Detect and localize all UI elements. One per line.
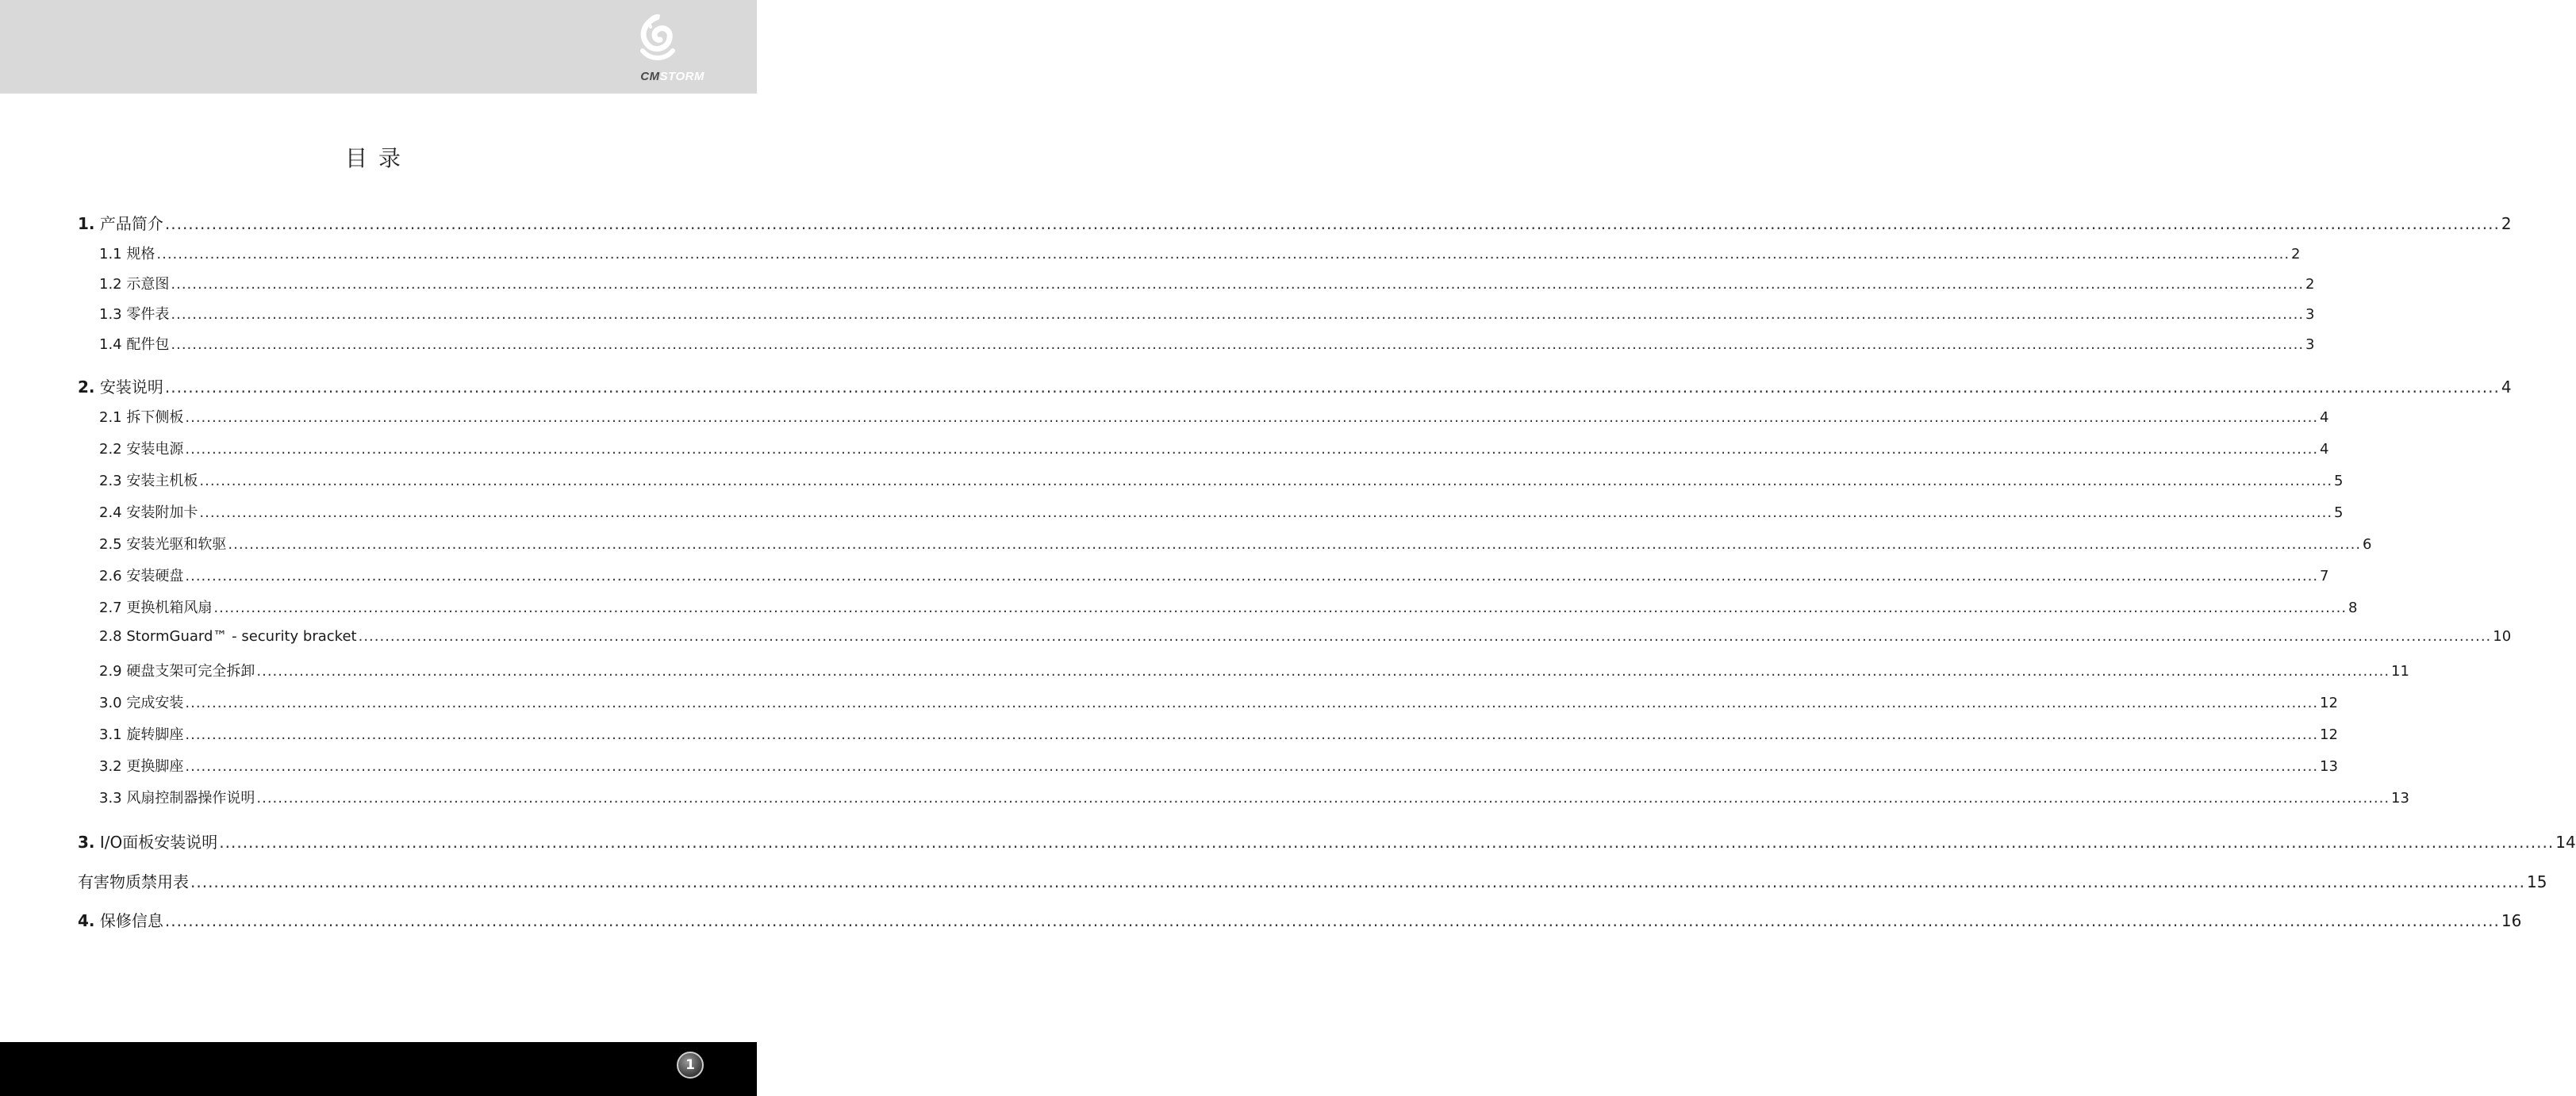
toc-entry[interactable]	[99, 303, 2315, 327]
toc-page-number: 2	[2305, 276, 2315, 293]
toc-leader-dots: ................................................................................................................................................................................................................................................................................................................................................................................................................	[256, 790, 2390, 807]
toc-leader-dots: ................................................................................................................................................................................................................................................................................................................................................................................................................	[185, 758, 2319, 775]
toc-entry[interactable]	[78, 869, 2547, 893]
toc-leader-dots: ................................................................................................................................................................................................................................................................................................................................................................................................................	[185, 568, 2319, 584]
toc-entry[interactable]	[99, 333, 2315, 357]
toc-entry-title: 配件包	[126, 336, 170, 353]
toc-entry-number: 2.2	[99, 441, 122, 458]
toc-leader-dots: ................................................................................................................................................................................................................................................................................................................................................................................................................	[185, 726, 2319, 743]
toc-entry[interactable]	[99, 533, 2372, 557]
brand-cm: CM	[640, 70, 660, 83]
toc-page-number: 4	[2501, 377, 2512, 397]
toc-entry-title: 示意图	[126, 276, 170, 293]
toc-entry-title: 保修信息	[99, 911, 163, 930]
toc-entry[interactable]	[78, 211, 2512, 235]
toc-entry-number: 1.3	[99, 306, 122, 323]
toc-entry-label	[78, 374, 163, 397]
toc-entry[interactable]	[99, 438, 2329, 462]
toc-entry-title: 规格	[126, 246, 155, 263]
toc-entry-title: 安装附加卡	[126, 504, 198, 521]
toc-leader-dots: ................................................................................................................................................................................................................................................................................................................................................................................................................	[164, 911, 2500, 930]
toc-page-number: 10	[2493, 628, 2512, 645]
toc-entry-number: 3.1	[99, 726, 122, 743]
toc-leader-dots: ................................................................................................................................................................................................................................................................................................................................................................................................................	[199, 473, 2333, 489]
toc-page-number: 5	[2334, 504, 2344, 521]
toc-entry[interactable]	[78, 908, 2522, 932]
toc-leader-dots: ................................................................................................................................................................................................................................................................................................................................................................................................................	[164, 377, 2500, 397]
toc-page-number: 2	[2501, 214, 2512, 233]
toc-leader-dots: ................................................................................................................................................................................................................................................................................................................................................................................................................	[213, 600, 2348, 616]
toc-entry-title: 更换机箱风扇	[126, 600, 213, 616]
toc-entry-title: 零件表	[126, 306, 170, 323]
toc-entry-number: 2.7	[99, 600, 122, 616]
toc-entry-number: 1.4	[99, 336, 122, 353]
toc-entry[interactable]	[99, 406, 2329, 430]
toc-leader-dots: ................................................................................................................................................................................................................................................................................................................................................................................................................	[358, 628, 2492, 645]
toc-entry[interactable]	[99, 628, 2512, 652]
toc-entry[interactable]	[99, 596, 2358, 620]
toc-leader-dots: ................................................................................................................................................................................................................................................................................................................................................................................................................	[185, 409, 2319, 426]
toc-entry-title: 拆下侧板	[126, 409, 184, 426]
toc-page-number: 3	[2305, 306, 2315, 323]
toc-entry-title: 安装光驱和软驱	[126, 536, 227, 553]
toc-entry[interactable]	[78, 374, 2512, 398]
toc-entry-label	[78, 211, 163, 234]
toc-entry[interactable]	[99, 787, 2409, 811]
toc-leader-dots: ................................................................................................................................................................................................................................................................................................................................................................................................................	[171, 306, 2305, 323]
toc-page-number: 12	[2320, 726, 2338, 743]
toc-entry-title: 硬盘支架可完全拆卸	[126, 663, 255, 680]
toc-entry-label	[99, 596, 212, 617]
toc-entry-label	[99, 755, 183, 776]
toc-entry-label	[99, 787, 255, 807]
toc-entry-label	[78, 869, 189, 892]
toc-entry-label	[99, 723, 183, 744]
toc-entry-number: 2.3	[99, 473, 122, 489]
page-title: 目录	[344, 145, 412, 171]
toc-entry-title: 安装说明	[99, 377, 163, 397]
toc-entry-title: 安装主机板	[126, 473, 198, 489]
page-number-badge: 1	[677, 1052, 704, 1079]
toc-entry-number: 2.4	[99, 504, 122, 521]
toc-entry-label	[99, 303, 169, 324]
toc-entry-number: 3.0	[99, 695, 122, 711]
toc-page-number: 16	[2501, 911, 2522, 930]
toc-entry[interactable]	[99, 565, 2329, 588]
toc-leader-dots: ................................................................................................................................................................................................................................................................................................................................................................................................................	[228, 536, 2362, 553]
toc-entry-number: 2.8	[99, 628, 122, 645]
toc-entry-number: 2.	[78, 377, 95, 397]
toc-entry-number: 4.	[78, 911, 95, 930]
toc-entry[interactable]	[99, 723, 2338, 747]
toc-leader-dots: ................................................................................................................................................................................................................................................................................................................................................................................................................	[171, 336, 2305, 353]
toc-entry-number: 3.3	[99, 790, 122, 807]
toc-entry-label	[78, 908, 163, 931]
toc-entry-title: 产品简介	[99, 214, 163, 233]
toc-leader-dots: ................................................................................................................................................................................................................................................................................................................................................................................................................	[190, 872, 2525, 891]
toc-entry-number: 3.2	[99, 758, 122, 775]
toc-page-number: 4	[2320, 441, 2329, 458]
toc-page-number: 6	[2363, 536, 2372, 553]
toc-entry[interactable]	[99, 243, 2301, 266]
toc-entry-label	[99, 406, 183, 427]
toc-entry-title: 有害物质禁用表	[78, 872, 189, 891]
toc-entry-title: I/O面板安装说明	[99, 833, 218, 852]
toc-page-number: 13	[2320, 758, 2338, 775]
toc-page-number: 8	[2348, 600, 2358, 616]
toc-entry[interactable]	[99, 755, 2338, 779]
toc-entry-title: 风扇控制器操作说明	[126, 790, 255, 807]
brand-storm: STORM	[659, 70, 704, 83]
toc-entry-title: 旋转脚座	[126, 726, 184, 743]
toc-entry-label	[99, 243, 155, 263]
toc-page-number: 4	[2320, 409, 2329, 426]
toc-entry-number: 1.	[78, 214, 95, 233]
toc-page-number: 14	[2555, 833, 2576, 852]
toc-entry-label	[99, 438, 183, 458]
toc-entry-number: 1.2	[99, 276, 122, 293]
toc-page-number: 11	[2391, 663, 2409, 680]
toc-entry-number: 3.	[78, 833, 95, 852]
toc-entry-title: 安装电源	[126, 441, 184, 458]
toc-entry-number: 2.6	[99, 568, 122, 584]
toc-entry[interactable]	[99, 692, 2338, 715]
toc-entry-label	[78, 830, 217, 853]
toc-leader-dots: ................................................................................................................................................................................................................................................................................................................................................................................................................	[185, 441, 2319, 458]
toc-leader-dots: ................................................................................................................................................................................................................................................................................................................................................................................................................	[256, 663, 2390, 680]
toc-entry-number: 2.1	[99, 409, 122, 426]
toc-entry-label	[99, 533, 226, 554]
toc-page-number: 15	[2526, 872, 2547, 891]
toc-entry[interactable]	[99, 273, 2315, 297]
toc-page-number: 7	[2320, 568, 2329, 584]
toc-page-number: 12	[2320, 695, 2338, 711]
toc-entry[interactable]	[78, 830, 2576, 853]
toc-leader-dots: ................................................................................................................................................................................................................................................................................................................................................................................................................	[219, 833, 2555, 852]
toc-page-number: 13	[2391, 790, 2409, 807]
toc-entry-label	[99, 692, 183, 712]
toc-page-number: 3	[2305, 336, 2315, 353]
toc-entry-title: 更换脚座	[126, 758, 184, 775]
toc-page-number: 2	[2291, 246, 2301, 263]
toc-entry-label	[99, 333, 169, 354]
toc-entry[interactable]	[99, 660, 2409, 684]
toc-leader-dots: ................................................................................................................................................................................................................................................................................................................................................................................................................	[164, 214, 2500, 233]
toc-entry-label	[99, 660, 255, 680]
toc-entry[interactable]	[99, 469, 2344, 493]
toc-leader-dots: ................................................................................................................................................................................................................................................................................................................................................................................................................	[185, 695, 2319, 711]
toc-leader-dots: ................................................................................................................................................................................................................................................................................................................................................................................................................	[171, 276, 2305, 293]
toc-entry-label	[99, 628, 357, 645]
toc-entry-number: 2.5	[99, 536, 122, 553]
toc-page-number: 5	[2334, 473, 2344, 489]
toc-entry-number: 1.1	[99, 246, 122, 263]
toc-entry[interactable]	[99, 501, 2344, 525]
toc-leader-dots: ................................................................................................................................................................................................................................................................................................................................................................................................................	[199, 504, 2333, 521]
toc-entry-label	[99, 273, 169, 293]
toc-entry-title: 安装硬盘	[126, 568, 184, 584]
toc-leader-dots: ................................................................................................................................................................................................................................................................................................................................................................................................................	[156, 246, 2290, 263]
page-footer	[0, 1042, 757, 1096]
toc-entry-title: StormGuard™ - security bracket	[126, 628, 357, 645]
toc-entry-label	[99, 469, 198, 490]
toc-entry-number: 2.9	[99, 663, 122, 680]
toc-entry-title: 完成安装	[126, 695, 184, 711]
toc-entry-label	[99, 565, 183, 585]
toc-entry-label	[99, 501, 198, 522]
